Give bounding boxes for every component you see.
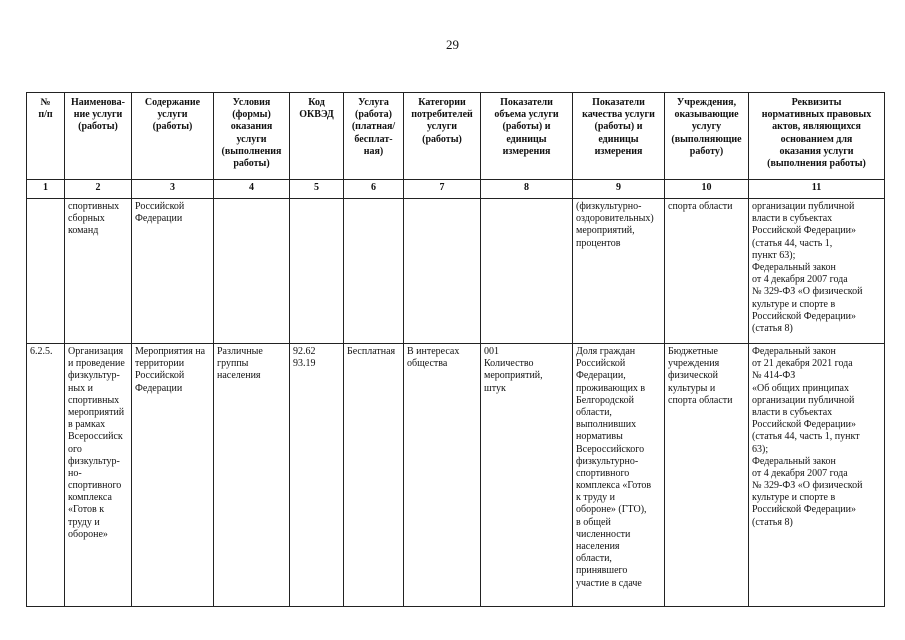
header-cell-paid-free: Услуга (работа) (платная/ бесплат- ная) [344,93,404,180]
table-cell [290,199,344,344]
header-cell-consumer-categories: Категории потребителей услуги (работы) [404,93,481,180]
table-cell: Бюджетные учреждения физической культуры и спорта области [665,344,749,607]
table-cell: организации публичной власти в субъектах Российской Федерации» (статья 44, часть 1, пункт 63); Федеральный закон от 4 декабря 2007 года № 329-ФЗ «О физической культуре и спорте в Российской Федерации» (статья 8) [749,199,885,344]
column-number: 6 [344,180,404,199]
table-cell: Доля граждан Российской Федерации, проживающих в Белгородской области, выполнивших нормативы Всероссийского физкультурно- спортивного комплекса «Готов к труду и обороне» (ГТО), в общей численности населения области, принявшего участие в сдаче [573,344,665,607]
header-cell-service-name: Наименова- ние услуги (работы) [65,93,132,180]
table-cell: Федеральный закон от 21 декабря 2021 года № 414-ФЗ «Об общих принципах организации публичной власти в субъектах Российской Федерации» (статья 44, часть 1, пункт 63); Федеральный закон от 4 декабря 2007 года № 329-ФЗ «О физической культуре и спорте в Российской Федерации» (статья 8) [749,344,885,607]
table-cell: Организация и проведение физкультур- ных и спортивных мероприятий в рамках Всероссийск ого физкультур- но- спортивного комплекса «Готов к труду и обороне» [65,344,132,607]
table-cell: Российской Федерации [132,199,214,344]
column-number: 5 [290,180,344,199]
table-cell: В интересах общества [404,344,481,607]
column-number: 7 [404,180,481,199]
column-number: 11 [749,180,885,199]
table-cell: Мероприятия на территории Российской Федерации [132,344,214,607]
table-cell: спортивных сборных команд [65,199,132,344]
table-row [27,344,885,607]
page-number: 29 [446,37,459,52]
column-number-row [27,180,885,199]
table-cell [481,199,573,344]
table-cell: спорта области [665,199,749,344]
column-number: 4 [214,180,290,199]
column-number: 10 [665,180,749,199]
column-number: 9 [573,180,665,199]
table-cell [27,199,65,344]
table-cell: 6.2.5. [27,344,65,607]
table-cell: Бесплатная [344,344,404,607]
column-number: 8 [481,180,573,199]
header-row [27,93,885,180]
table-cell [214,199,290,344]
column-number: 1 [27,180,65,199]
header-cell-volume-indicators: Показатели объема услуги (работы) и единицы измерения [481,93,573,180]
table-row [27,199,885,344]
header-cell-number: № п/п [27,93,65,180]
header-cell-conditions: Условия (формы) оказания услуги (выполнения работы) [214,93,290,180]
table-cell: 001 Количество мероприятий, штук [481,344,573,607]
table-cell [404,199,481,344]
header-cell-service-content: Содержание услуги (работы) [132,93,214,180]
column-number: 2 [65,180,132,199]
header-cell-quality-indicators: Показатели качества услуги (работы) и единицы измерения [573,93,665,180]
header-cell-okved-code: Код ОКВЭД [290,93,344,180]
header-cell-legal-acts: Реквизиты нормативных правовых актов, являющихся основанием для оказания услуги (выполнения работы) [749,93,885,180]
header-cell-institutions: Учреждения, оказывающие услугу (выполняющие работу) [665,93,749,180]
column-number: 3 [132,180,214,199]
table-cell: Различные группы населения [214,344,290,607]
table-cell: 92.62 93.19 [290,344,344,607]
services-table [26,92,885,607]
table-cell [344,199,404,344]
table-cell: (физкультурно- оздоровительных) мероприятий, процентов [573,199,665,344]
